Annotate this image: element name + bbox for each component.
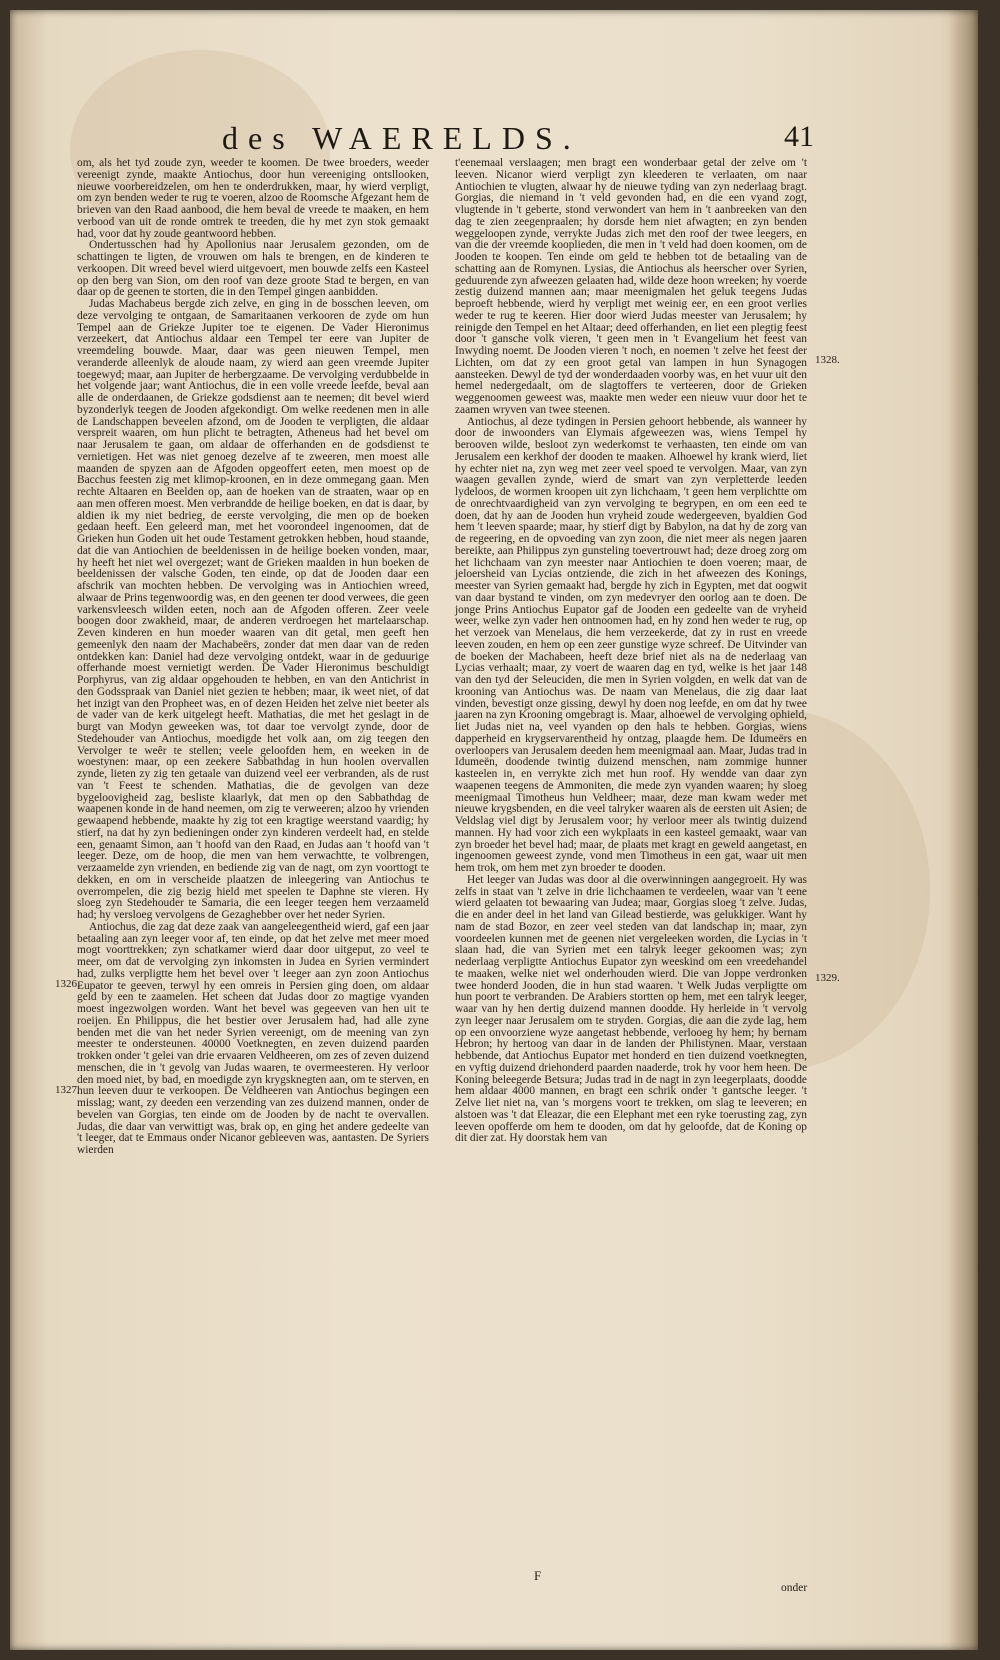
- margin-year: 1327.: [55, 1084, 80, 1096]
- paragraph: Ondertusschen had hy Apollonius naar Jerusalem gezonden, om de schattingen te ligten, de vrouwen om hals te brengen, en de kinderen te verkoopen. Dit wreed bevel wierd uitgevoert, men bouwde zelfs een Kasteel op den berg van Sion, om den roof van deze groote Stad te bergen, en van daar op de geenen te storten, die in den Tempel gingen aanbidden.: [77, 239, 429, 299]
- paragraph: om, als het tyd zoude zyn, weeder te koomen. De twee broeders, weeder vereenigt zynde, maakte Antiochus, door hun vereeniging ontsllooken, nieuwe voorbereidzelen, om hen te onderdrukken, maar, hy wierd verpligt, om zyn benden weder te rug te voeren, alzoo de Roomsche Afgezant hem de brieven van den Raad aanbood, die hem beval de vreede te maaken, en hem verbood van uit de ronde omtrek te treeden, die hy met zyn stok gemaakt had, voor dat hy zoude geantwoord hebben.: [77, 157, 429, 240]
- catchword: onder: [781, 1582, 808, 1594]
- margin-year: 1328.: [815, 354, 840, 366]
- right-text-column: [455, 158, 807, 1145]
- margin-year: 1329.: [815, 972, 840, 984]
- paragraph: Antiochus, die zag dat deze zaak van aangeleegentheid wierd, gaf een jaar betaaling aan zyn leeger voor af, ten einde, op dat het zelve met meer moed mogt voorttrekken; zyn schatkamer wierd daar door uitgeput, zo veel te meer, om dat de vervolging zyn inkomsten in Judea en Syrien vermindert had, zulks verpligtte hem het bevel over 't leeger aan zyn zoon Antiochus Eupator te geeven, terwyl hy een omreis in Persien ging doen, om aldaar geld by een te zaamelen. Het scheen dat Judas door zo magtige vyanden moest ingezwolgen worden. Want het bevel was gegeeven van hen uit te roeijen. En Philippus, die het bestier over Jerusalem had, had alle zyne benden met die van het neder Syrien vereenigt, om de meening van zyn meester te ondersteunen. 40000 Voetknegten, en zeven duizend paarden trokken onder 't gelei van drie ervaaren Veldheeren, om zes of zeven duizend menschen, die in 't gevolg van Judas waaren, te overmeesteren. Hy verloor den moed niet, by bad, en moedigde zyn krygsknegten aan, om te sterven, en hun leeven duur te verkoopen. De Veldheeren van Antiochus begingen een misslag; want, zy deeden een verzending van zes duizend mannen, onder de bevelen van Gorgias, ten einde om de Jooden by de nacht te overvallen. Judas, die daar van verwittigt was, brak op, en ging het andere gedeelte van 't leeger, dat te Emmaus onder Nicanor gebleeven was, aantasten. De Syriers wierden: [77, 920, 429, 1156]
- left-text-column: [77, 158, 429, 1157]
- signature-mark: F: [534, 1568, 542, 1583]
- paragraph: Judas Machabeus bergde zich zelve, en ging in de bosschen leeven, om deze vervolging te ontgaan, de Samaritaanen verkooren de zyde om hun Tempel aan de Griekze Jupiter toe te eigenen. De Vader Hieronimus verzeekert, dat Antiochus aldaar een Tempel ter eere van Jupiter de vreemdeling bouwde. Maar, daar was geen nieuwen Tempel, men veranderde alleenlyk de aloude naam, zy wierd aan geen vreemde Jupiter toegewyd; maar, aan Jupiter de herbergzaame. De vervolging verdubbelde in het volgende jaar; want Antiochus, die in een volle vreede leefde, beval aan alle de onderdaanen, de Griekze godsdienst aan te neemen; dit bevel wierd byzonderlyk teegen de Jooden afgekondigt. Om welke reedenen men in alle de Landschappen beveelen afzond, om de Jooden te verpligten, die aldaar verspreit waaren, om hun plicht te betragten, Atheneus had het bevel om naar Jerusalem te gaan, om aldaar de offerhanden en de godsdienst te vernietigen. Het was niet genoeg dezelve af te zweeren, men moest alle maanden de spyzen aan de Afgoden opgeoffert eeten, men moest op de Bacchus feesten zig met klimop-kroonen, en in deze ommegang gaan. Men rechte Altaaren en Beelden op, aan de hoeken van de straaten, waar op en aan men offeren moest. Men verbrandde de heilige boeken, en dat is daar, by aldien ik my niet bedrieg, de eerste vervolging, die men op de boeken gedaan heeft. Een geleerd man, met het voorondeel ingenoomen, dat de Grieken hun Goden uit het oude Testament getrokken hebben, houd staande, dat die van Antiochien de beeldenissen in de heilige boeken vonden, maar, hy heeft het niet wel overgezet; want de Grieken maalden in hun boeken de beeldenissen der valsche Goden, ten einde, op dat de Jooden daar een afschrik van mochten hebben. De vervolging was in Antiochien wreed, alwaar de Prins tegenwoordig was, en den geenen ter dood verwees, die geen varkensvleesch wilden eeten, noch aan de Afgoden offeren. Zeer veele boogen door zwakheid, maar, de anderen verdroegen het martelaarschap. Zeven kinderen en hun moeder waaren van dit getal, men geeft hen gemeenlyk den naam der Machabeërs, zonder dat men daar van de reden ontdekken kan: Daniel had deze vervolging ontdekt, waar in de geduurige offerhande moest vernietigt werden. De Vader Hieronimus beschuldigt Porphyrus, van zig aldaar opgehouden te hebben, en van den Antichrist in den Godsspraak van Daniel niet gezien te hebben; maar, ik weet niet, of dat het inzigt van den Propheet was, en of dezen Heiden het zelve niet beeter als de vader van de kerk uitgelegt heeft. Mathatias, die met het geslagt in de burgt van Modyn geweeken was, tot daar toe vervolgt zynde, door de Stedehouder van Antiochus, moedigde het volk aan, om zig teegen den Vervolger te weêr te stellen; veele geloofden hem, en weeken in de woestynen: maar, op een zeekere Sabbathdag in hun hoolen overvallen zynde, lieten zy zig ten getaale van duizend veel eer verbranden, als de rust van 't Feest te schenden. Mathatias, die de gevolgen van deze bygeloovigheid zag, besliste klaarlyk, dat men op den Sabbathdag de waapenen konde in de hand neemen, om zig te verweeren; alzoo hy vrienden gewaapend hebbende, maakte hy zig tot een kragtige weerstand vaardig; hy stierf, na dat hy zyn bedieningen onder zyn kinderen verdeelt had, en stelde een, genaamt Simon, aan 't hoofd van den Raad, en Judas aan 't hoofd van 't leeger. Deze, om de hoop, die men van hem verwachtte, te volbrengen, verzaamelde zyn vrienden, en bediende zig van de nagt, om zyn voorttogt te dekken, en om in verscheide plaatzen de inleegering van Antiochus te overrompelen, die zig bezig hield met speelen te Daphne ste vieren. Hy sloeg zyn Stedehouder te Samaria, die een leeger teegen hem verzaameld had; hy versloeg vervolgens de Gezaghebber over het neder Syrien.: [77, 298, 429, 921]
- page-number: 41: [784, 120, 814, 153]
- paragraph: t'eenemaal verslaagen; men bragt een wonderbaar getal der zelve om 't leeven. Nicanor wierd verpligt zyn kleederen te verlaaten, om naar Antiochien te vlugten, alwaar hy de nieuwe tyding van zyn nederlaag bragt. Gorgias, die niemand in 't veld gevonden had, en die een vyand zogt, vlugtende in 't geberte, stond verwondert van hem in 't aanbreeken van den dag te zien zeegenpraalen; hy dorsde hem niet afwagten; en zyn benden weggeloopen zynde, verrykte Judas zich met den roof der twee leegers, en van die der vreemde kooplieden, die men in 't veld had doen koomen, om de Jooden te koopen. Ten einde om geld te hebben tot de betaaling van de schatting aan de Romynen. Lysias, die Antiochus als heerscher over Syrien, geduurende zyn afweezen gelaaten had, wilde deze hoon wreeken; hy voerde zestig duizend mannen aan; maar meenigmalen het geluk teegens Judas beproeft hebbende, wierd hy verpligt met weinig eer, en een groot verlies weder te rug te keeren. Hier door wierd Judas meester van Jerusalem; hy reinigde den Tempel en het Altaar; deed offerhanden, en liet een plegtig feest door 't gansche volk vieren, 't geen men in 't Evangelium het feest van Inwyding noemt. De Jooden vieren 't noch, en noemen 't zelve het feest der Lichten, om dat zy een groot getal van lampen in hun Synagogen aansteeken. Dewyl de tyd der wonderdaaden voorby was, en het vuur uit den hemel nedergedaalt, om de slagtoffers te verteeren, door de Grieken weggenoomen geweest was, maakte men weder een nieuw vuur door het te zaamen wryven van twee steenen.: [455, 157, 807, 416]
- paragraph: Antiochus, al deze tydingen in Persien gehoort hebbende, als wanneer hy door de inwoonders van Elymais afgeweezen was, wiens Tempel hy berooven wilde, besloot zyn wederkomst te verhaasten, ten einde om van Jerusalem een kerkhof der dooden te maaken. Alhoewel hy krank wierd, liet hy echter niet na, zyn weg met zeer veel spoed te vervolgen. Maar, van zyn waagen gevallen zynde, wierd de smart van zyn verpletterde leeden lydeloos, de wormen kroopen uit zyn lichchaam, 't geen hem verplichtte om de onrechtvaardigheid van zyn vervolging te begrypen, en om een eed te doen, dat hy aan de Jooden hun vryheid zoude wedergeeven, byaldien God hem 't leeven spaarde; maar, hy stierf digt by Babylon, na dat hy de zorg van de regeering, en de opvoeding van zyn zoon, die niet meer als negen jaaren bereikte, aan Philippus zyn gunsteling toevertrouwt had; deze droeg zorg om het lichchaam van zyn meester naar Antiochien te doen voeren; maar, de jeloersheid van Lycias ontziende, die zich in het afweezen des Konings, meester van Syrien gemaakt had, bergde hy zich in Egypten, met dat oogwit van daar bystand te vinden, om zyn medevryer den oorlog aan te doen. De jonge Prins Antiochus Eupator gaf de Jooden een gedeelte van de vryheid weer, welke zyn vader hen ontnoomen had, en hy zond hen weder te rug, op het verzoek van Menelaus, die hem verzeekerde, dat zy in rust en vreede leeven zouden, en hem op een zeer gunstige wyze schreef. De Uitvinder van de boeken der Machabeen, heeft deze brief niet als na de nederlaag van Lycias verhaalt; maar, zy voert de waaren dag en tyd, welke is het jaar 148 van den tyd der Seleuciden, die men in Syrien volgden, en welk dat van de krooning van Antiochus was. De naam van Menelaus, die zig daar laat vinden, bevestigt onze gissing, dewyl hy doen nog leefde, en om dat hy twee jaaren na zyn Krooning omgebragt is. Maar, alhoewel de vervolging ophield, liet Judas niet na, veel vyanden op den hals te hebben. Gorgias, wiens dapperheid en krygservarentheid hy ontzag, plaagde hem. De Idumeërs en overloopers van Jerusalem deeden hem meenigmaal aan. Maar, Judas trad in Idumeën, doodende twintig duizend menschen, nam zommige hunner kasteelen in, en verrykte zich met hun roof. Hy wendde van daar zyn waapenen teegens de Ammoniten, die mede zyn vyanden waaren; hy sloeg meenigmaal Timotheus hun Veldheer; maar, deze man kwam weder met nieuwe krygsbenden, en die veel talryker waaren als de eersten uit Asien; de Veldslag viel digt by Jerusalem voor; hy verloor meer als twintig duizend mannen. Hy had voor zich een wykplaats in een kasteel gemaakt, waar van zyn broeder het bevel had; maar, de plaats met kragt en geweld aangetast, en ingenoomen geweest zynde, vond men Timotheus in een gat, waar uit men hem trok, om hem met zyn broeder te dooden.: [455, 415, 807, 874]
- margin-year: 1326.: [55, 978, 80, 990]
- running-title: des WAERELDS.: [222, 120, 581, 156]
- paragraph: Het leeger van Judas was door al die overwinningen aangegroeit. Hy was zelfs in staat van 't zelve in drie lichchaamen te verdeelen, waar van 't eene wierd gelaaten tot bewaaring van Judea; maar, Gorgias sloeg 't zelve. Judas, die en ander deel in het land van Gilead bestierde, was gelukkiger. Want hy nam de stad Bozor, en zeer veel steden van dat landschap in; maar, zyn voordeelen kunnen met de geenen niet vergeleeken worden, die Lycias in 't slaan had, die van Syrien met een talryk leeger gekoomen was; zyn nederlaag verpligtte Antiochus Eupator zyn weeskind om een vreedehandel te maaken, welke niet wel onderhouden wierd. Die van Joppe verdronken twee honderd Jooden, die in hun stad waaren. 't Welk Judas verpligtte om hun poort te verbranden. De Arabiers stortten op hem, met een talryk leeger, waar van hy hen dertig duizend mannen doodde. Hy herleide in 't vervolg zyn leeger naar Jerusalem om te stryden. Gorgias, die aan die zyde lag, hem op een onvoorziene wyze aangetast hebbende, verlooeg hy hem; hy bernam Hebron; hy hertoog van daar in de landen der Philistynen. Maar, verstaan hebbende, dat Antiochus Eupator met honderd en tien duizend voetknegten, en vyftig duizend driehonderd paarden naaderde, trok hy voor hem heen. De Koning beleegerde Betsura; Judas trad in de nagt in zyn leegerplaats, doodde hem aldaar 4000 mannen, en bragt een schrik onder 't gantsche leeger. 't Zelve liet niet na, van 's morgens voort te trekken, om slag te leeveren; en alstoen was 't dat Eleazar, die een Elephant met een ryke toerusting zag, zyn leeven opofferde om hem te dooden, om dat hy geloofde, dat de Koning op dit dier zat. Hy doorstak hem van: [455, 873, 807, 1145]
- binding-gutter: [948, 10, 978, 1650]
